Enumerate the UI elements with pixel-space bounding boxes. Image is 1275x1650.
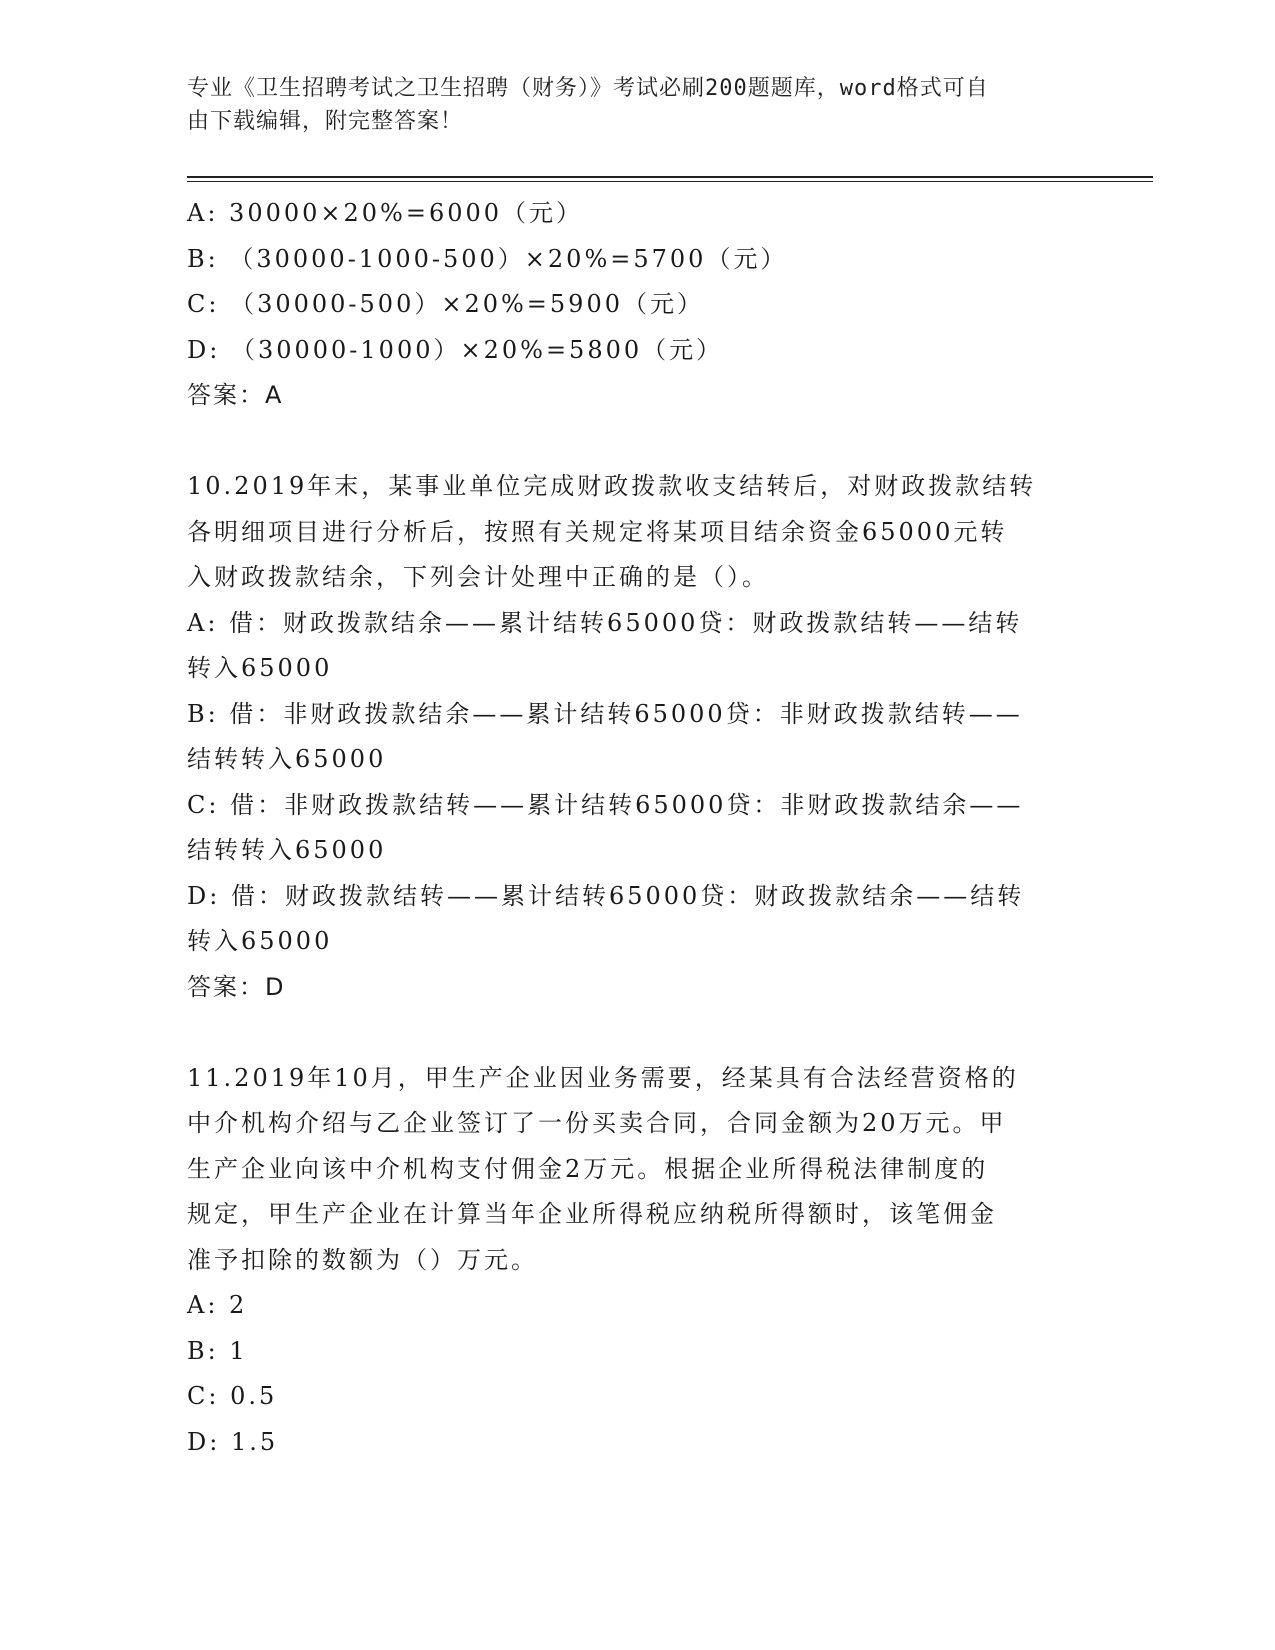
q10-stem-line-2: 各明细项目进行分析后，按照有关规定将某项目结余资金65000元转 (187, 517, 1008, 546)
q9-option-d: D: （30000-1000）×20%=5800（元） (187, 335, 724, 364)
spacer (187, 1010, 1087, 1056)
q10-option-a-line-2: 转入65000 (187, 654, 333, 682)
q9-option-a: A: 30000×20%=6000（元） (187, 199, 584, 227)
header-title-line-2: 由下载编辑，附完整答案！ (187, 109, 464, 134)
q10-stem-line-1: 10.2019年末，某事业单位完成财政拨款收支结转后，对财政拨款结转 (187, 472, 1037, 500)
q10-option-c-line-2: 结转转入65000 (187, 836, 387, 864)
spacer (187, 419, 1087, 465)
q9-option-b: B: （30000-1000-500）×20%=5700（元） (187, 244, 788, 273)
q11-stem-line-5: 准予扣除的数额为（）万元。 (187, 1245, 538, 1274)
q10-option-b-line-2: 结转转入65000 (187, 745, 387, 773)
q10-option-a-line-1: A: 借：财政拨款结余——累计结转65000贷：财政拨款结转——结转 (187, 608, 1023, 637)
q11-stem-line-1: 11.2019年10月，甲生产企业因业务需要，经某具有合法经营资格的 (187, 1063, 1019, 1092)
q9-answer: 答案：A (187, 381, 284, 409)
header-title-line-1: 专业《卫生招聘考试之卫生招聘（财务）》考试必刷200题题库，word格式可自 (187, 76, 989, 101)
q11-stem-line-3: 生产企业向该中介机构支付佣金2万元。根据企业所得税法律制度的 (187, 1154, 989, 1183)
q11-option-b: B: 1 (187, 1336, 248, 1365)
q10-option-d-line-2: 转入65000 (187, 927, 333, 955)
q11-stem-line-4: 规定，甲生产企业在计算当年企业所得税应纳税所得额时，该笔佣金 (187, 1200, 997, 1228)
q10-option-b-line-1: B: 借：非财政拨款结余——累计结转65000贷：非财政拨款结转—— (187, 699, 1023, 728)
document-body (187, 191, 1087, 1465)
question-10 (187, 464, 1087, 1010)
question-11 (187, 1056, 1087, 1466)
q10-stem-line-3: 入财政拨款结余，下列会计处理中正确的是（）。 (187, 563, 769, 591)
header-divider-thick (187, 176, 1153, 178)
q11-option-a: A: 2 (187, 1291, 248, 1319)
q11-option-c: C: 0.5 (187, 1382, 278, 1410)
q10-option-d-line-1: D: 借：财政拨款结转——累计结转65000贷：财政拨款结余——结转 (187, 881, 1025, 910)
q10-answer: 答案：D (187, 972, 286, 1001)
q10-option-c-line-1: C: 借：非财政拨款结转——累计结转65000贷：非财政拨款结余—— (187, 790, 1024, 819)
document-header (187, 72, 1067, 138)
q11-stem-line-2: 中介机构介绍与乙企业签订了一份买卖合同，合同金额为20万元。甲 (187, 1109, 1007, 1137)
header-divider-thin (187, 181, 1153, 182)
question-9-options (187, 191, 1087, 419)
q11-option-d: D: 1.5 (187, 1427, 279, 1456)
q9-option-c: C: （30000-500）×20%=5900（元） (187, 290, 704, 318)
